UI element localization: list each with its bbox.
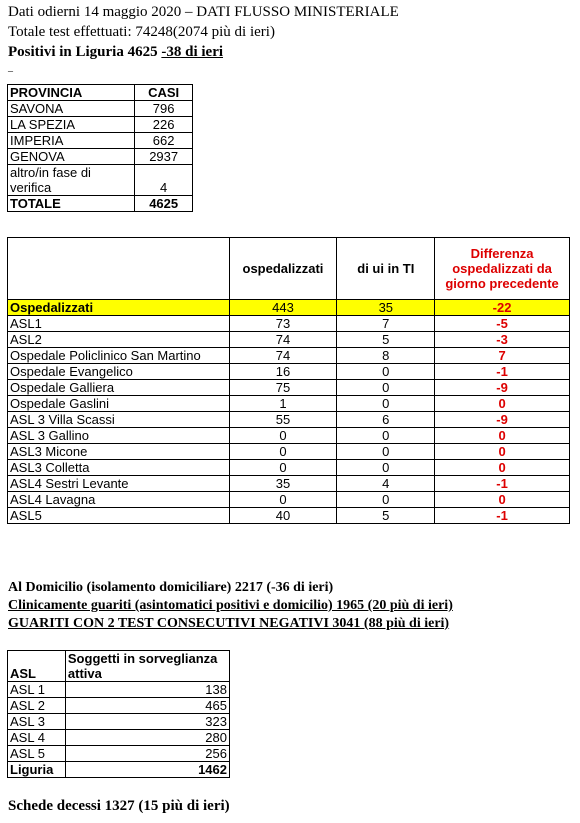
asl-cell: ASL 4 [8,730,66,746]
table-row [8,396,570,412]
table-row [8,698,230,714]
difference-cell: 0 [435,444,570,460]
hospitalized-cell: 74 [229,348,337,364]
row-label-cell: Ospedalizzati [8,300,230,316]
cases-header-cell: CASI [135,85,193,101]
header-line-tests: Totale test effettuati: 74248(2074 più di ieri) [8,24,275,40]
positives-label: Positivi in Liguria 4625 [8,44,162,60]
difference-cell: -9 [435,412,570,428]
hospitalized-cell: 443 [229,300,337,316]
hospitalized-cell: 40 [229,508,337,524]
table-row [8,364,570,380]
asl-total-row [8,762,230,778]
positives-delta: -38 di ieri [161,44,224,60]
surveillance-cell: 138 [65,682,229,698]
row-label-cell: Ospedale Evangelico [8,364,230,380]
asl-surveillance-table [7,650,230,778]
hospital-header-row [8,238,570,300]
hospitalized-cell: 55 [229,412,337,428]
row-label-cell: ASL5 [8,508,230,524]
icu-cell: 0 [337,396,435,412]
table-row [8,444,570,460]
table-row [8,460,570,476]
table-row [8,682,230,698]
difference-cell: 7 [435,348,570,364]
icu-cell: 0 [337,428,435,444]
summary-domicilio: Al Domicilio (isolamento domiciliare) 2217 (-36 di ieri) [8,580,334,595]
difference-cell: -1 [435,364,570,380]
icu-cell: 0 [337,492,435,508]
total-value-cell: 4625 [135,196,193,212]
province-cell: SAVONA [8,101,135,117]
hospital-table [7,237,570,524]
spacer-mark: _ [8,62,13,73]
table-row [8,133,193,149]
summary-recovered: GUARITI CON 2 TEST CONSECUTIVI NEGATIVI 3041 (88 più di ieri) [8,616,450,631]
table-row [8,476,570,492]
summary-clinically-recovered: Clinicamente guariti (asintomatici positivi e domicilio) 1965 (20 più di ieri) [8,598,453,613]
surveillance-header-cell: Soggetti in sorveglianza attiva [65,651,229,682]
row-label-cell: Ospedale Galliera [8,380,230,396]
asl-total-value-cell: 1462 [65,762,229,778]
asl-header-row [8,651,230,682]
hospitalized-total-row [8,300,570,316]
province-header-row [8,85,193,101]
row-label-cell: ASL3 Colletta [8,460,230,476]
hospitalized-cell: 0 [229,444,337,460]
table-row [8,117,193,133]
row-label-cell: Ospedale Gaslini [8,396,230,412]
table-row [8,730,230,746]
total-label-cell: TOTALE [8,196,135,212]
icu-cell: 7 [337,316,435,332]
table-row [8,165,193,196]
icu-cell: 0 [337,364,435,380]
surveillance-cell: 256 [65,746,229,762]
cases-cell: 4 [135,165,193,196]
table-row [8,149,193,165]
cases-cell: 796 [135,101,193,117]
icu-header-cell: di ui in TI [337,238,435,300]
difference-cell: 0 [435,492,570,508]
table-row [8,380,570,396]
asl-cell: ASL 3 [8,714,66,730]
table-row [8,332,570,348]
asl-total-label-cell: Liguria [8,762,66,778]
hospitalized-cell: 0 [229,492,337,508]
table-row [8,714,230,730]
cases-cell: 2937 [135,149,193,165]
table-row [8,746,230,762]
province-cell: LA SPEZIA [8,117,135,133]
table-row [8,348,570,364]
table-row [8,428,570,444]
province-table [7,84,193,212]
difference-cell: -5 [435,316,570,332]
difference-header-cell: Differenza ospedalizzati da giorno precedente [435,238,570,300]
surveillance-cell: 465 [65,698,229,714]
table-row [8,412,570,428]
row-label-cell: ASL 3 Gallino [8,428,230,444]
province-cell: GENOVA [8,149,135,165]
asl-cell: ASL 5 [8,746,66,762]
province-total-row [8,196,193,212]
hospitalized-header-cell: ospedalizzati [229,238,337,300]
icu-cell: 5 [337,508,435,524]
table-row [8,316,570,332]
row-label-cell: ASL3 Micone [8,444,230,460]
empty-header-cell [8,238,230,300]
province-cell: IMPERIA [8,133,135,149]
table-row [8,508,570,524]
row-label-cell: ASL1 [8,316,230,332]
cases-cell: 662 [135,133,193,149]
row-label-cell: ASL2 [8,332,230,348]
asl-header-cell: ASL [8,651,66,682]
hospitalized-cell: 74 [229,332,337,348]
header-line-date: Dati odierni 14 maggio 2020 – DATI FLUSSO MINISTERIALE [8,4,399,20]
hospitalized-cell: 0 [229,428,337,444]
province-header-cell: PROVINCIA [8,85,135,101]
difference-cell: -1 [435,508,570,524]
difference-cell: -9 [435,380,570,396]
icu-cell: 0 [337,460,435,476]
asl-cell: ASL 2 [8,698,66,714]
icu-cell: 0 [337,380,435,396]
table-row [8,101,193,117]
icu-cell: 0 [337,444,435,460]
difference-cell: -22 [435,300,570,316]
hospitalized-cell: 73 [229,316,337,332]
surveillance-cell: 280 [65,730,229,746]
asl-cell: ASL 1 [8,682,66,698]
hospitalized-cell: 1 [229,396,337,412]
header-line-positives [8,44,223,61]
province-cell: altro/in fase di verifica [8,165,135,196]
difference-cell: 0 [435,460,570,476]
row-label-cell: ASL4 Lavagna [8,492,230,508]
hospitalized-cell: 35 [229,476,337,492]
icu-cell: 6 [337,412,435,428]
icu-cell: 5 [337,332,435,348]
row-label-cell: ASL4 Sestri Levante [8,476,230,492]
icu-cell: 8 [337,348,435,364]
hospitalized-cell: 0 [229,460,337,476]
hospitalized-cell: 16 [229,364,337,380]
footer-deaths: Schede decessi 1327 (15 più di ieri) [8,798,230,814]
difference-cell: -1 [435,476,570,492]
difference-cell: -3 [435,332,570,348]
difference-cell: 0 [435,428,570,444]
surveillance-cell: 323 [65,714,229,730]
icu-cell: 4 [337,476,435,492]
cases-cell: 226 [135,117,193,133]
row-label-cell: ASL 3 Villa Scassi [8,412,230,428]
icu-cell: 35 [337,300,435,316]
hospitalized-cell: 75 [229,380,337,396]
row-label-cell: Ospedale Policlinico San Martino [8,348,230,364]
table-row [8,492,570,508]
difference-cell: 0 [435,396,570,412]
